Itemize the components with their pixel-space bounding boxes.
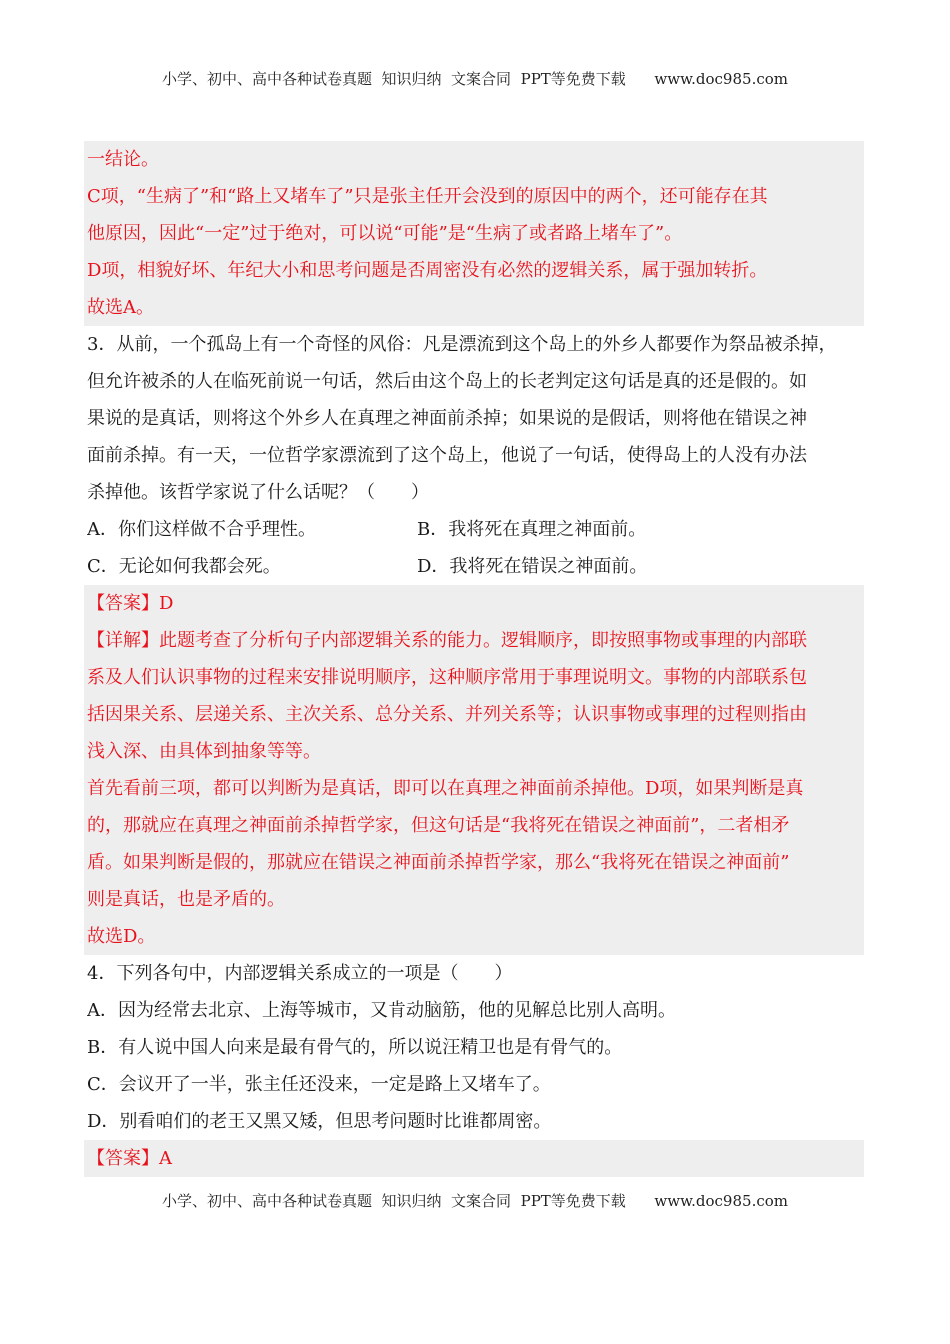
explanation-line: 系及人们认识事物的过程来安排说明顺序，这种顺序常用于事理说明文。事物的内部联系包 [87, 667, 807, 688]
question-stem-line: 果说的是真话，则将这个外乡人在真理之神面前杀掉；如果说的是假话，则将他在错误之神 [87, 408, 807, 429]
option-a: A．因为经常去北京、上海等城市，又肯动脑筋，他的见解总比别人高明。 [87, 1000, 676, 1021]
explanation-line: 故选A。 [87, 297, 154, 318]
question-stem-line: 4．下列各句中，内部逻辑关系成立的一项是（ ） [87, 963, 513, 984]
option-b: B．有人说中国人向来是最有骨气的，所以说汪精卫也是有骨气的。 [87, 1037, 623, 1058]
options-row [87, 548, 864, 585]
option-c: C．无论如何我都会死。 [87, 556, 281, 577]
answer-label: 【答案】A [87, 1148, 172, 1169]
explanation-line: 则是真话，也是矛盾的。 [87, 889, 285, 910]
option-c: C．会议开了一半，张主任还没来，一定是路上又堵车了。 [87, 1074, 551, 1095]
answer-explanation-block [84, 585, 864, 955]
previous-explanation-block [84, 141, 864, 326]
option-a: A．你们这样做不合乎理性。 [87, 519, 316, 540]
page-footer: 小学、初中、高中各种试卷真题 知识归纳 文案合同 PPT等免费下载 www.doc985.com [161, 1192, 788, 1210]
explanation-line: 一结论。 [87, 149, 159, 170]
explanation-line: 盾。如果判断是假的，那就应在错误之神面前杀掉哲学家，那么“我将死在错误之神面前” [87, 852, 790, 873]
explanation-line: 的，那就应在真理之神面前杀掉哲学家，但这句话是“我将死在错误之神面前”，二者相矛 [87, 815, 790, 836]
explanation-line: 括因果关系、层递关系、主次关系、总分关系、并列关系等；认识事物或事理的过程则指由 [87, 704, 807, 725]
answer-label: 【答案】D [87, 593, 174, 614]
page-header: 小学、初中、高中各种试卷真题 知识归纳 文案合同 PPT等免费下载 www.doc985.com [161, 70, 788, 88]
document-body [87, 141, 864, 1177]
explanation-line: 【详解】此题考查了分析句子内部逻辑关系的能力。逻辑顺序，即按照事物或事理的内部联 [87, 630, 807, 651]
explanation-line: D项，相貌好坏、年纪大小和思考问题是否周密没有必然的逻辑关系，属于强加转折。 [87, 260, 768, 281]
question-stem-line: 3．从前，一个孤岛上有一个奇怪的风俗：凡是漂流到这个岛上的外乡人都要作为祭品被杀掉， [87, 334, 837, 355]
question-3 [87, 326, 864, 585]
question-stem-line: 但允许被杀的人在临死前说一句话，然后由这个岛上的长老判定这句话是真的还是假的。如 [87, 371, 807, 392]
explanation-line: C项，“生病了”和“路上又堵车了”只是张主任开会没到的原因中的两个，还可能存在其 [87, 186, 768, 207]
question-stem-line: 面前杀掉。有一天，一位哲学家漂流到了这个岛上，他说了一句话，使得岛上的人没有办法 [87, 445, 807, 466]
explanation-line: 浅入深、由具体到抽象等等。 [87, 741, 321, 762]
option-d: D．我将死在错误之神面前。 [417, 556, 648, 577]
explanation-line: 首先看前三项，都可以判断为是真话，即可以在真理之神面前杀掉他。D项，如果判断是真 [87, 778, 804, 799]
option-b: B．我将死在真理之神面前。 [417, 519, 647, 540]
answer-block [84, 1140, 864, 1177]
question-stem-line: 杀掉他。该哲学家说了什么话呢？（ ） [87, 482, 429, 503]
explanation-line: 故选D。 [87, 926, 156, 947]
question-4 [87, 955, 864, 1140]
options-row [87, 511, 864, 548]
option-d: D．别看咱们的老王又黑又矮，但思考问题时比谁都周密。 [87, 1111, 552, 1132]
explanation-line: 他原因，因此“一定”过于绝对，可以说“可能”是“生病了或者路上堵车了”。 [87, 223, 683, 244]
